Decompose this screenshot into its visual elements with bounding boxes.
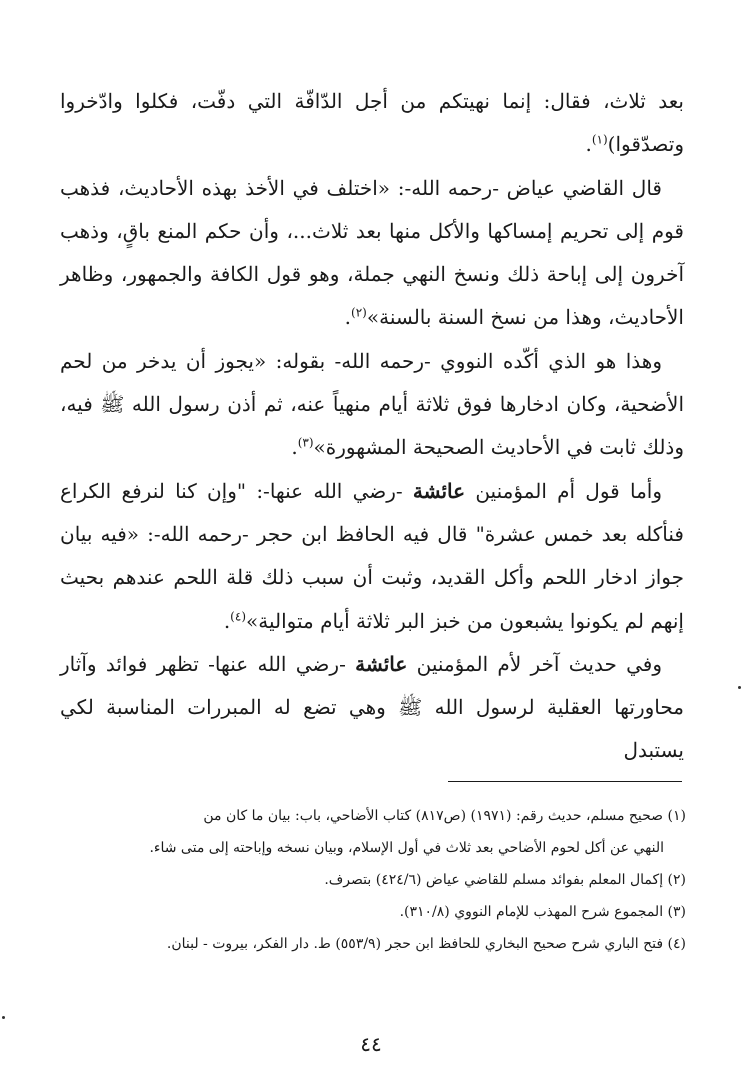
footnote-2: (٢) إكمال المعلم بفوائد مسلم للقاضي عياض (٤٢٤/٦) بتصرف. — [324, 872, 686, 888]
paragraph-text: -رضي الله عنها- تظهر فوائد وآثار محاورتها العقلية لرسول الله ﷺ وهي تضع له المبررات المناسبة لكي يستبدل — [60, 651, 684, 763]
bold-name: عائشة — [355, 651, 408, 676]
scan-mark — [2, 1016, 5, 1019]
footnote-separator — [448, 781, 682, 782]
paragraph-end: . — [585, 132, 592, 157]
paragraph-text: وأما قول أم المؤمنين — [475, 478, 663, 503]
paragraph-text: -رضي الله عنها-: "وإن كنا لنرفع الكراع فنأكله بعد خمس عشرة" قال فيه الحافظ ابن حجر -رحمه الله-: «فيه بيان جواز ادخار اللحم وأكل القديد، وثبت أن سبب ذلك قلة اللحم عندهم بحيث إنهم لم يكونوا يشبعون من خبز البر ثلاثة أيام متوالية» — [60, 478, 684, 633]
main-text — [60, 80, 684, 773]
bold-name: عائشة — [412, 478, 466, 503]
paragraph-text: قال القاضي عياض -رحمه الله-: «اختلف في الأخذ بهذه الأحاديث، فذهب قوم إلى تحريم إمساكها والأكل منها بعد ثلاث...، وأن حكم المنع باقٍ، وذهب آخرون إلى إباحة ذلك ونسخ النهي جملة، وهو قول الكافة والجمهور، وظاهر الأحاديث، وهذا من نسخ السنة بالسنة» — [60, 175, 684, 330]
footnote-3: (٣) المجموع شرح المهذب للإمام النووي (٣١٠/٨). — [399, 904, 686, 920]
paragraph-text: وهذا هو الذي أكّده النووي -رحمه الله- بقوله: «يجوز أن يدخر من لحم الأضحية، وكان ادخارها فوق ثلاثة أيام منهياً عنه، ثم أذن رسول الله ﷺ فيه، وذلك ثابت في الأحاديث الصحيحة المشهورة» — [60, 348, 684, 460]
footnote-ref-1: (١) — [591, 132, 608, 147]
scan-mark — [738, 686, 741, 689]
paragraph-end: . — [344, 305, 352, 330]
paragraph-2 — [60, 167, 684, 340]
paragraph-end: . — [291, 435, 298, 460]
paragraph-3 — [60, 340, 684, 470]
footnote-1: (١) صحيح مسلم، حديث رقم: (١٩٧١) (ص٨١٧) كتاب الأضاحي، باب: بيان ما كان من — [203, 808, 686, 824]
paragraph-5 — [60, 643, 684, 773]
paragraph-1 — [60, 80, 684, 167]
footnotes — [60, 800, 686, 960]
paragraph-text: بعد ثلاث، فقال: إنما نهيتكم من أجل الدّافّة التي دفّت، فكلوا وادّخروا وتصدّقوا) — [60, 89, 684, 157]
paragraph-end: . — [223, 608, 231, 633]
paragraph-4 — [60, 470, 684, 643]
footnote-ref-2: (٢) — [351, 305, 367, 320]
page-number: ٤٤ — [360, 1032, 382, 1056]
footnote-1-continuation: النهي عن أكل لحوم الأضاحي بعد ثلاث في أول الإسلام، وبيان نسخه وإباحته إلى متى شاء. — [149, 840, 664, 856]
footnote-ref-3: (٣) — [297, 435, 314, 450]
footnote-ref-4: (٤) — [230, 608, 246, 623]
footnote-4: (٤) فتح الباري شرح صحيح البخاري للحافظ ابن حجر (٥٥٣/٩) ط. دار الفكر، بيروت - لبنان. — [166, 936, 686, 952]
paragraph-text: وفي حديث آخر لأم المؤمنين — [416, 651, 663, 676]
